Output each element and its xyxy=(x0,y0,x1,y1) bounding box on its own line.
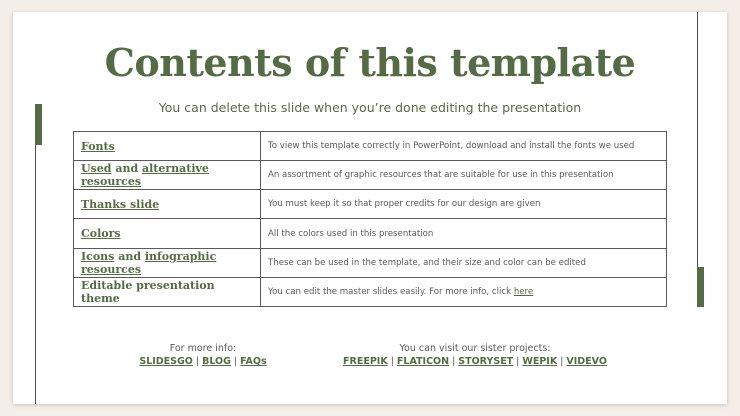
page-subtitle: You can delete this slide when you’re done editing the presentation xyxy=(158,100,582,115)
row-description: An assortment of graphic resources that are suitable for use in this presentation xyxy=(268,170,614,181)
link-separator: | xyxy=(233,356,238,367)
footer-more-info xyxy=(113,342,293,368)
link-separator: | xyxy=(452,356,456,367)
row-title-link[interactable]: Colors xyxy=(81,227,121,241)
contents-table xyxy=(73,131,667,307)
row-title-link[interactable]: Used xyxy=(81,162,112,176)
footer-link-flaticon[interactable]: FLATICON xyxy=(396,356,450,367)
footer-link-blog[interactable]: BLOG xyxy=(202,356,231,367)
row-description-cell xyxy=(261,277,667,306)
row-title-link[interactable]: Fonts xyxy=(81,139,115,153)
row-title-cell xyxy=(74,248,261,277)
footer-more-info-links xyxy=(113,355,293,368)
row-title-text: and xyxy=(114,249,145,263)
table-row xyxy=(74,219,667,248)
row-description: These can be used in the template, and their size and color can be edited xyxy=(268,257,586,268)
left-vertical-line xyxy=(35,110,36,404)
row-description-cell xyxy=(261,161,667,190)
row-title-cell xyxy=(74,277,261,306)
here-link[interactable]: here xyxy=(513,286,534,297)
row-title-link[interactable]: alternative resources xyxy=(81,162,209,189)
row-title-cell xyxy=(74,161,261,190)
footer-link-storyset[interactable]: STORYSET xyxy=(458,356,514,367)
footer-link-videvo[interactable]: VIDEVO xyxy=(566,356,607,367)
row-description-cell xyxy=(261,219,667,248)
row-title-text: and xyxy=(111,162,142,176)
footer-link-wepik[interactable]: WEPIK xyxy=(522,356,558,367)
table-row xyxy=(74,190,667,219)
right-accent-bar xyxy=(697,267,704,307)
table-row xyxy=(74,161,667,190)
row-title-cell xyxy=(74,132,261,161)
footer-sister-projects-links xyxy=(343,355,607,368)
slide xyxy=(13,12,727,404)
footer-sister-projects-label: You can visit our sister projects: xyxy=(399,343,551,354)
footer-sister-projects xyxy=(343,342,607,368)
row-description-cell xyxy=(261,248,667,277)
row-description-cell xyxy=(261,190,667,219)
link-separator: | xyxy=(516,356,520,367)
table-row xyxy=(74,132,667,161)
footer-link-faqs[interactable]: FAQs xyxy=(240,356,267,367)
row-title-link[interactable]: Thanks slide xyxy=(81,197,160,211)
row-description: You must keep it so that proper credits for our design are given xyxy=(268,199,541,210)
footer-more-info-label: For more info: xyxy=(169,343,237,354)
row-title-text: Editable presentation theme xyxy=(81,278,215,305)
link-separator: | xyxy=(390,356,394,367)
page-title: Contents of this template xyxy=(104,40,636,85)
footer-link-freepik[interactable]: FREEPIK xyxy=(343,356,388,367)
row-title-link[interactable]: infographic resources xyxy=(81,249,217,276)
link-separator: | xyxy=(560,356,564,367)
row-title-cell xyxy=(74,219,261,248)
row-description: To view this template correctly in PowerPoint, download and install the fonts we used xyxy=(268,141,635,152)
row-description: You can edit the master slides easily. For more info, click xyxy=(268,286,514,297)
row-title-cell xyxy=(74,190,261,219)
row-description: All the colors used in this presentation xyxy=(268,228,434,239)
table-row xyxy=(74,277,667,306)
footer-link-slidesgo[interactable]: SLIDESGO xyxy=(139,356,193,367)
link-separator: | xyxy=(195,356,200,367)
row-title-link[interactable]: Icons xyxy=(81,249,115,263)
row-description-cell xyxy=(261,132,667,161)
table-row xyxy=(74,248,667,277)
